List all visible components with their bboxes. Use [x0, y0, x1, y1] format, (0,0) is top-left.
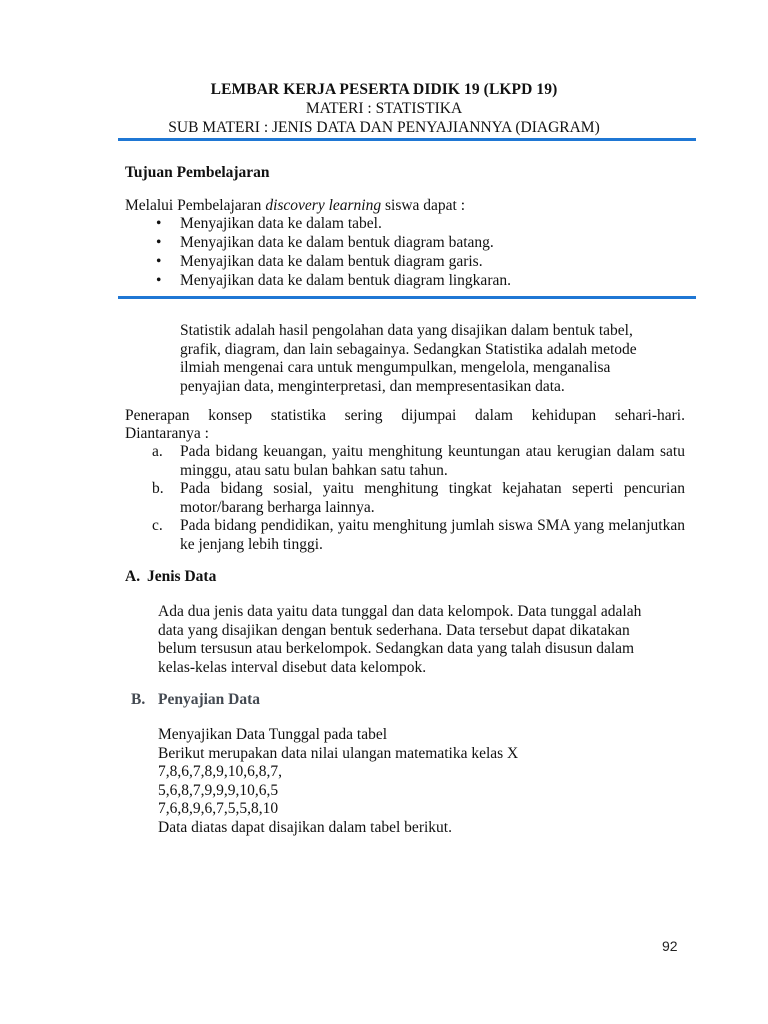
worksheet-header — [0, 80, 768, 137]
definition-paragraph — [180, 322, 680, 396]
list-item-text: Menyajikan data ke dalam bentuk diagram batang. — [180, 234, 494, 251]
list-item — [152, 443, 685, 480]
paragraph-line: Ada dua jenis data yaitu data tunggal dan data kelompok. Data tunggal adalah — [158, 603, 642, 620]
intro-emphasis: discovery learning — [265, 197, 382, 214]
paragraph-line: Data diatas dapat disajikan dalam tabel berikut. — [158, 818, 452, 836]
paragraph-line: kelas-kelas interval disebut data kelompok. — [158, 658, 427, 676]
definition-line: ilmiah mengenai cara untuk mengumpulkan, mengelola, menganalisa — [180, 359, 611, 376]
data-values-line: 7,8,6,7,8,9,10,6,8,7, — [158, 763, 282, 780]
paragraph-line: Menyajikan Data Tunggal pada tabel — [158, 726, 388, 743]
definition-line: grafik, diagram, dan lain sebagainya. Sedangkan Statistika adalah metode — [180, 340, 637, 358]
penerapan-list — [152, 443, 685, 554]
section-a-heading — [125, 568, 216, 586]
penerapan-line: Diantaranya : — [125, 425, 209, 442]
list-marker: a. — [152, 443, 163, 460]
tujuan-divider — [118, 296, 696, 299]
list-item — [152, 517, 685, 554]
header-divider — [118, 138, 696, 141]
data-values-line: 5,6,8,7,9,9,9,10,6,5 — [158, 781, 279, 799]
bullet-icon: • — [156, 253, 162, 270]
list-item-text: Pada bidang keuangan, yaitu menghitung keuntungan atau kerugian dalam satu minggu, atau satu bulan bahkan satu tahun. — [180, 443, 685, 479]
sub-materi-line: SUB MATERI : JENIS DATA DAN PENYAJIANNYA (DIAGRAM) — [168, 119, 600, 136]
list-item-text: Menyajikan data ke dalam tabel. — [180, 215, 382, 232]
list-item-text: Pada bidang sosial, yaitu menghitung tingkat kejahatan seperti pencurian motor/barang berharga lainnya. — [180, 480, 685, 516]
intro-suffix: siswa dapat : — [381, 197, 466, 214]
worksheet-title: LEMBAR KERJA PESERTA DIDIK 19 (LKPD 19) — [210, 81, 558, 98]
definition-line: penyajian data, menginterpretasi, dan mempresentasikan data. — [180, 377, 565, 395]
jenis-data-paragraph — [158, 603, 678, 677]
section-b-heading — [131, 691, 260, 709]
tujuan-intro — [125, 196, 465, 215]
list-item-text: Pada bidang pendidikan, yaitu menghitung jumlah siswa SMA yang melanjutkan ke jenjang lebih tinggi. — [180, 517, 685, 553]
tujuan-heading: Tujuan Pembelajaran — [125, 164, 270, 181]
bullet-icon: • — [156, 272, 162, 289]
section-title: Penyajian Data — [158, 691, 261, 708]
section-marker: A. — [125, 568, 141, 585]
materi-line: MATERI : STATISTIKA — [305, 100, 463, 117]
tujuan-list — [152, 214, 511, 290]
paragraph-line: data yang disajikan dengan bentuk sederhana. Data tersebut dapat dikatakan — [158, 621, 630, 639]
bullet-icon: • — [156, 234, 162, 251]
paragraph-line: Berikut merupakan data nilai ulangan matematika kelas X — [158, 744, 519, 762]
definition-line: Statistik adalah hasil pengolahan data yang disajikan dalam bentuk tabel, — [180, 322, 633, 339]
list-marker: b. — [152, 480, 164, 497]
section-title: Jenis Data — [147, 568, 217, 585]
list-item — [152, 214, 511, 233]
penyajian-data-block — [158, 726, 518, 837]
data-values-line: 7,6,8,9,6,7,5,5,8,10 — [158, 800, 279, 817]
list-item-text: Menyajikan data ke dalam bentuk diagram lingkaran. — [180, 272, 511, 289]
bullet-icon: • — [156, 215, 162, 232]
list-item — [152, 480, 685, 517]
page-number: 92 — [662, 938, 678, 954]
paragraph-line: belum tersusun atau berkelompok. Sedangkan data yang talah disusun dalam — [158, 640, 635, 657]
list-item — [152, 271, 511, 290]
intro-prefix: Melalui Pembelajaran — [125, 197, 266, 214]
list-item-text: Menyajikan data ke dalam bentuk diagram garis. — [180, 253, 483, 270]
section-marker: B. — [131, 691, 146, 708]
list-item — [152, 252, 511, 271]
penerapan-line: Penerapan konsep statistika sering dijumpai dalam kehidupan sehari-hari. — [125, 407, 685, 424]
list-item — [152, 233, 511, 252]
list-marker: c. — [152, 517, 163, 534]
